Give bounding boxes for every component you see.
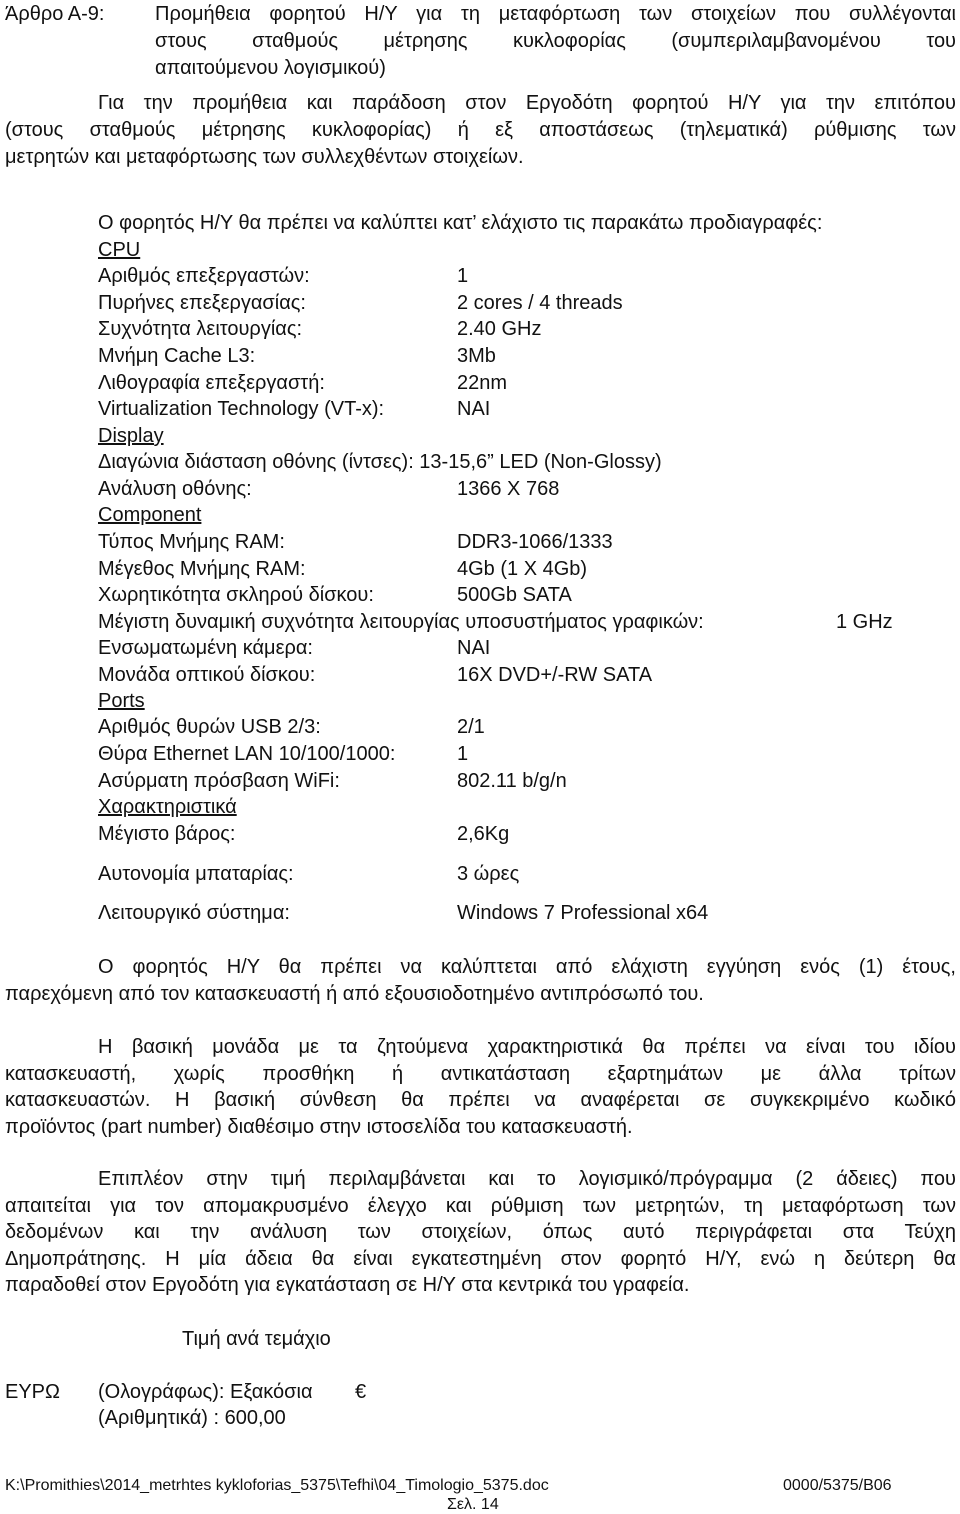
spec-label-gpu: Μέγιστη δυναμική συχνότητα λειτουργίας υποσυστήματος γραφικών:	[98, 611, 704, 633]
intro-line-1: Για την προμήθεια και παράδοση στον Εργοδότη φορητού Η/Υ για την επιτόπου	[98, 92, 956, 114]
software-line-1: Επιπλέον στην τιμή περιλαμβάνεται και το λογισμικό/πρόγραμμα (2 άδειες) που	[98, 1168, 956, 1190]
spec-label-cores: Πυρήνες επεξεργασίας:	[98, 292, 306, 314]
spec-label-wifi: Ασύρματη πρόσβαση WiFi:	[98, 770, 340, 792]
warranty-line-2: παρεχόμενη από τον κατασκευαστή ή από εξουσιοδοτημένο αντιπρόσωπό του.	[5, 983, 704, 1005]
software-line-4: Δημοπράτησης. Η μία άδεια θα είναι εγκατεστημένη στον φορητό Η/Υ, ενώ η δεύτερη θα	[5, 1248, 956, 1270]
spec-label-frequency: Συχνότητα λειτουργίας:	[98, 318, 303, 340]
spec-value-processors: 1	[457, 265, 469, 287]
spec-value-virtualization: ΝΑΙ	[457, 398, 491, 420]
spec-value-resolution: 1366 X 768	[457, 478, 560, 500]
price-words: (Ολογράφως): Εξακόσια	[98, 1381, 313, 1403]
spec-value-optical: 16X DVD+/-RW SATA	[457, 664, 653, 686]
software-line-5: παραδοθεί στον Εργοδότη για εγκατάσταση σε Η/Υ στα κεντρικά του γραφεία.	[5, 1274, 690, 1296]
warranty-line-1: Ο φορητός Η/Υ θα πρέπει να καλύπτεται από ελάχιστη εγγύηση ενός (1) έτους,	[98, 956, 956, 978]
spec-label-resolution: Ανάλυση οθόνης:	[98, 478, 252, 500]
cpu-heading: CPU	[98, 239, 141, 261]
software-line-3: δεδομένων και την ανάλυση των στοιχείων, όπως αυτό περιγράφεται στα Τεύχη	[5, 1221, 956, 1243]
spec-value-gpu: 1 GHz	[836, 611, 893, 633]
article-label: Άρθρο Α-9:	[5, 3, 105, 25]
spec-value-usb: 2/1	[457, 716, 485, 738]
spec-value-camera: ΝΑΙ	[457, 637, 491, 659]
spec-label-optical: Μονάδα οπτικού δίσκου:	[98, 664, 316, 686]
spec-label-lithography: Λιθογραφία επεξεργαστή:	[98, 372, 325, 394]
spec-label-usb: Αριθμός θυρών USB 2/3:	[98, 716, 321, 738]
spec-value-lithography: 22nm	[457, 372, 508, 394]
article-title-line-1: Προμήθεια φορητού Η/Υ για τη μεταφόρτωση των στοιχείων που συλλέγονται	[155, 3, 956, 25]
spec-label-os: Λειτουργικό σύστημα:	[98, 902, 290, 924]
spec-label-processors: Αριθμός επεξεργαστών:	[98, 265, 310, 287]
spec-label-cache: Μνήμη Cache L3:	[98, 345, 256, 367]
spec-label-battery: Αυτονομία μπαταρίας:	[98, 863, 294, 885]
spec-value-frequency: 2.40 GHz	[457, 318, 542, 340]
spec-value-ethernet: 1	[457, 743, 469, 765]
intro-line-2: (στους σταθμούς μέτρησης κυκλοφορίας) ή εξ αποστάσεως (τηλεματικά) ρύθμισης των	[5, 119, 956, 141]
manufacturer-line-4: προϊόντος (part number) διαθέσιμο στην ιστοσελίδα του κατασκευαστή.	[5, 1116, 633, 1138]
spec-value-ram-type: DDR3-1066/1333	[457, 531, 613, 553]
component-heading: Component	[98, 504, 202, 526]
intro-line-3: μετρητών και μεταφόρτωσης των συλλεχθέντων στοιχείων.	[5, 146, 524, 168]
spec-value-os: Windows 7 Professional x64	[457, 902, 709, 924]
features-heading: Χαρακτηριστικά	[98, 796, 237, 818]
price-heading: Τιμή ανά τεμάχιο	[182, 1328, 331, 1350]
article-title-line-2: στους σταθμούς μέτρησης κυκλοφορίας (συμπεριλαμβανομένου του	[155, 30, 956, 52]
spec-value-battery: 3 ώρες	[457, 863, 520, 885]
display-heading: Display	[98, 425, 164, 447]
ports-heading: Ports	[98, 690, 145, 712]
software-line-2: απαιτείται για τον απομακρυσμένο έλεγχο και ρύθμιση των μετρητών, τη μεταφόρτωση των	[5, 1195, 956, 1217]
spec-value-ram-size: 4Gb (1 X 4Gb)	[457, 558, 588, 580]
spec-value-cache: 3Mb	[457, 345, 496, 367]
footer-path: K:\Promithies\2014_metrhtes kykloforias_5375\Tefhi\04_Timologio_5375.doc	[5, 1477, 549, 1494]
spec-display-diagonal: Διαγώνια διάσταση οθόνης (ίντσες): 13-15,6” LED (Non-Glossy)	[98, 451, 662, 473]
euro-sign: €	[355, 1381, 367, 1403]
footer-code: 0000/5375/B06	[783, 1477, 892, 1494]
spec-label-weight: Μέγιστο βάρος:	[98, 823, 236, 845]
spec-value-weight: 2,6Kg	[457, 823, 510, 845]
spec-label-camera: Ενσωματωμένη κάμερα:	[98, 637, 313, 659]
spec-label-hdd: Χωρητικότητα σκληρού δίσκου:	[98, 584, 374, 606]
manufacturer-line-2: κατασκευαστή, χωρίς προσθήκη ή αντικατάσταση εξαρτημάτων με άλλα τρίτων	[5, 1063, 956, 1085]
manufacturer-line-3: κατασκευαστών. Η βασική σύνθεση θα πρέπει να αναφέρεται σε συγκεκριμένο κωδικό	[5, 1089, 956, 1111]
manufacturer-line-1: Η βασική μονάδα με τα ζητούμενα χαρακτηριστικά θα πρέπει να είναι του ιδίου	[98, 1036, 956, 1058]
spec-label-virtualization: Virtualization Technology (VT-x):	[98, 398, 385, 420]
spec-label-ram-size: Μέγεθος Μνήμης RAM:	[98, 558, 306, 580]
spec-label-ethernet: Θύρα Ethernet LAN 10/100/1000:	[98, 743, 396, 765]
spec-intro: Ο φορητός Η/Υ θα πρέπει να καλύπτει κατ’ ελάχιστο τις παρακάτω προδιαγραφές:	[98, 212, 823, 234]
price-numeric: (Αριθμητικά) : 600,00	[98, 1407, 286, 1429]
article-title-line-3: απαιτούμενου λογισμικού)	[155, 57, 386, 79]
spec-label-ram-type: Τύπος Μνήμης RAM:	[98, 531, 285, 553]
spec-value-wifi: 802.11 b/g/n	[457, 770, 567, 792]
spec-value-cores: 2 cores / 4 threads	[457, 292, 623, 314]
price-currency: ΕΥΡΩ	[5, 1381, 60, 1403]
spec-value-hdd: 500Gb SATA	[457, 584, 572, 606]
page-number: Σελ. 14	[447, 1496, 499, 1513]
